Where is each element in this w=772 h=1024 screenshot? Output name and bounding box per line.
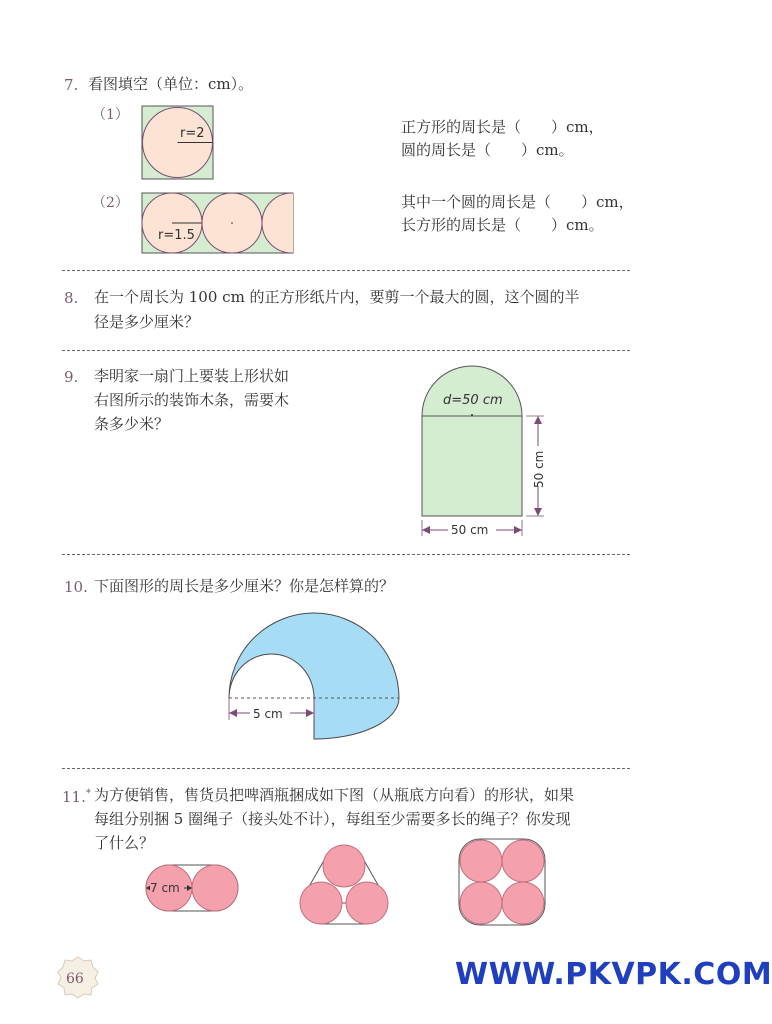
q9-number: 9.: [64, 368, 79, 386]
q10-number: 10.: [64, 578, 88, 596]
watermark: WWW.PKVPK.COM: [455, 957, 772, 992]
q8-line1: 在一个周长为 100 cm 的正方形纸片内，要剪一个最大的圆，这个圆的半: [94, 288, 580, 306]
q11-triangle-bottle-3: [346, 882, 388, 924]
q11-four-bottles-figure: [456, 836, 550, 930]
q9-height-label: 50 cm: [532, 450, 546, 488]
q7-title: 看图填空（单位：cm）。: [88, 75, 254, 93]
q9-diameter-label: d=50 cm: [443, 393, 503, 408]
q7-p2-line2: 长方形的周长是（ ）cm。: [401, 216, 604, 234]
page-number: 66: [66, 971, 84, 987]
q9-line1: 李明家一扇门上要装上形状如: [94, 367, 290, 385]
q10-text: 下面图形的周长是多少厘米？你是怎样算的？: [94, 577, 395, 595]
q11-square-bottle-3: [460, 882, 502, 924]
q11-star: *: [85, 788, 91, 799]
arrow-left-icon: [229, 709, 237, 717]
q11-two-bottles-figure: [140, 860, 250, 920]
q11-square-bottle-2: [502, 840, 544, 882]
q9-semicircle: [422, 366, 522, 416]
q9-width-label: 50 cm: [451, 523, 489, 537]
q9-line2: 右图所示的装饰木条，需要木: [94, 391, 290, 409]
q7-circle-3: [262, 193, 322, 253]
q7-part1-label: （1）: [92, 107, 129, 123]
q11-square-bottle-4: [502, 882, 544, 924]
q7-p2-line1: 其中一个圆的周长是（ ）cm，: [401, 193, 634, 211]
q11-line1: 为方便销售，售货员把啤酒瓶捆成如下图（从瓶底方向看）的形状，如果: [94, 786, 575, 804]
q7-square-circle-figure: [140, 104, 216, 182]
q11-triangle-bottle-2: [300, 882, 342, 924]
q11-dim-label: 7 cm: [150, 881, 180, 895]
q9-door-figure: [416, 362, 552, 542]
arrow-up-icon: [534, 416, 542, 424]
q7-p1-line2: 圆的周长是（ ）cm。: [401, 141, 574, 159]
q11-square-bottle-1: [460, 840, 502, 882]
q7-rectangle-circles-figure: [140, 191, 296, 255]
q9-square: [422, 416, 522, 516]
separator-2: [62, 350, 630, 351]
arrow-right-icon: [306, 709, 314, 717]
q9-line3: 条多少米？: [94, 415, 170, 433]
q11-line2: 每组分别捆 5 圈绳子（接头处不计），每组至少需要多长的绳子？你发现: [94, 810, 571, 828]
q11-line3: 了什么？: [94, 834, 155, 852]
q7-p2-radius-label: r=1.5: [158, 228, 195, 243]
separator-1: [62, 270, 630, 271]
q7-p1-line1: 正方形的周长是（ ）cm，: [401, 118, 604, 136]
q11-triangle-bottle-1: [323, 845, 365, 887]
q10-shape-figure: [222, 610, 406, 746]
q7-number: 7.: [64, 76, 79, 94]
separator-4: [62, 768, 630, 769]
separator-3: [62, 554, 630, 555]
q11-number: 11.*: [62, 788, 91, 806]
q7-radius-label: r=2: [180, 126, 205, 141]
page-number-badge: [56, 955, 100, 999]
q10-dim-label: 5 cm: [253, 707, 283, 721]
arrow-left-icon: [422, 526, 430, 534]
q8-number: 8.: [64, 289, 79, 307]
q8-line2: 径是多少厘米？: [94, 313, 200, 331]
q11-bottle-2: [192, 865, 238, 911]
q7-part2-label: （2）: [92, 195, 129, 211]
arrow-down-icon: [534, 508, 542, 516]
q11-three-bottles-figure: [294, 840, 394, 930]
arrow-right-icon: [514, 526, 522, 534]
